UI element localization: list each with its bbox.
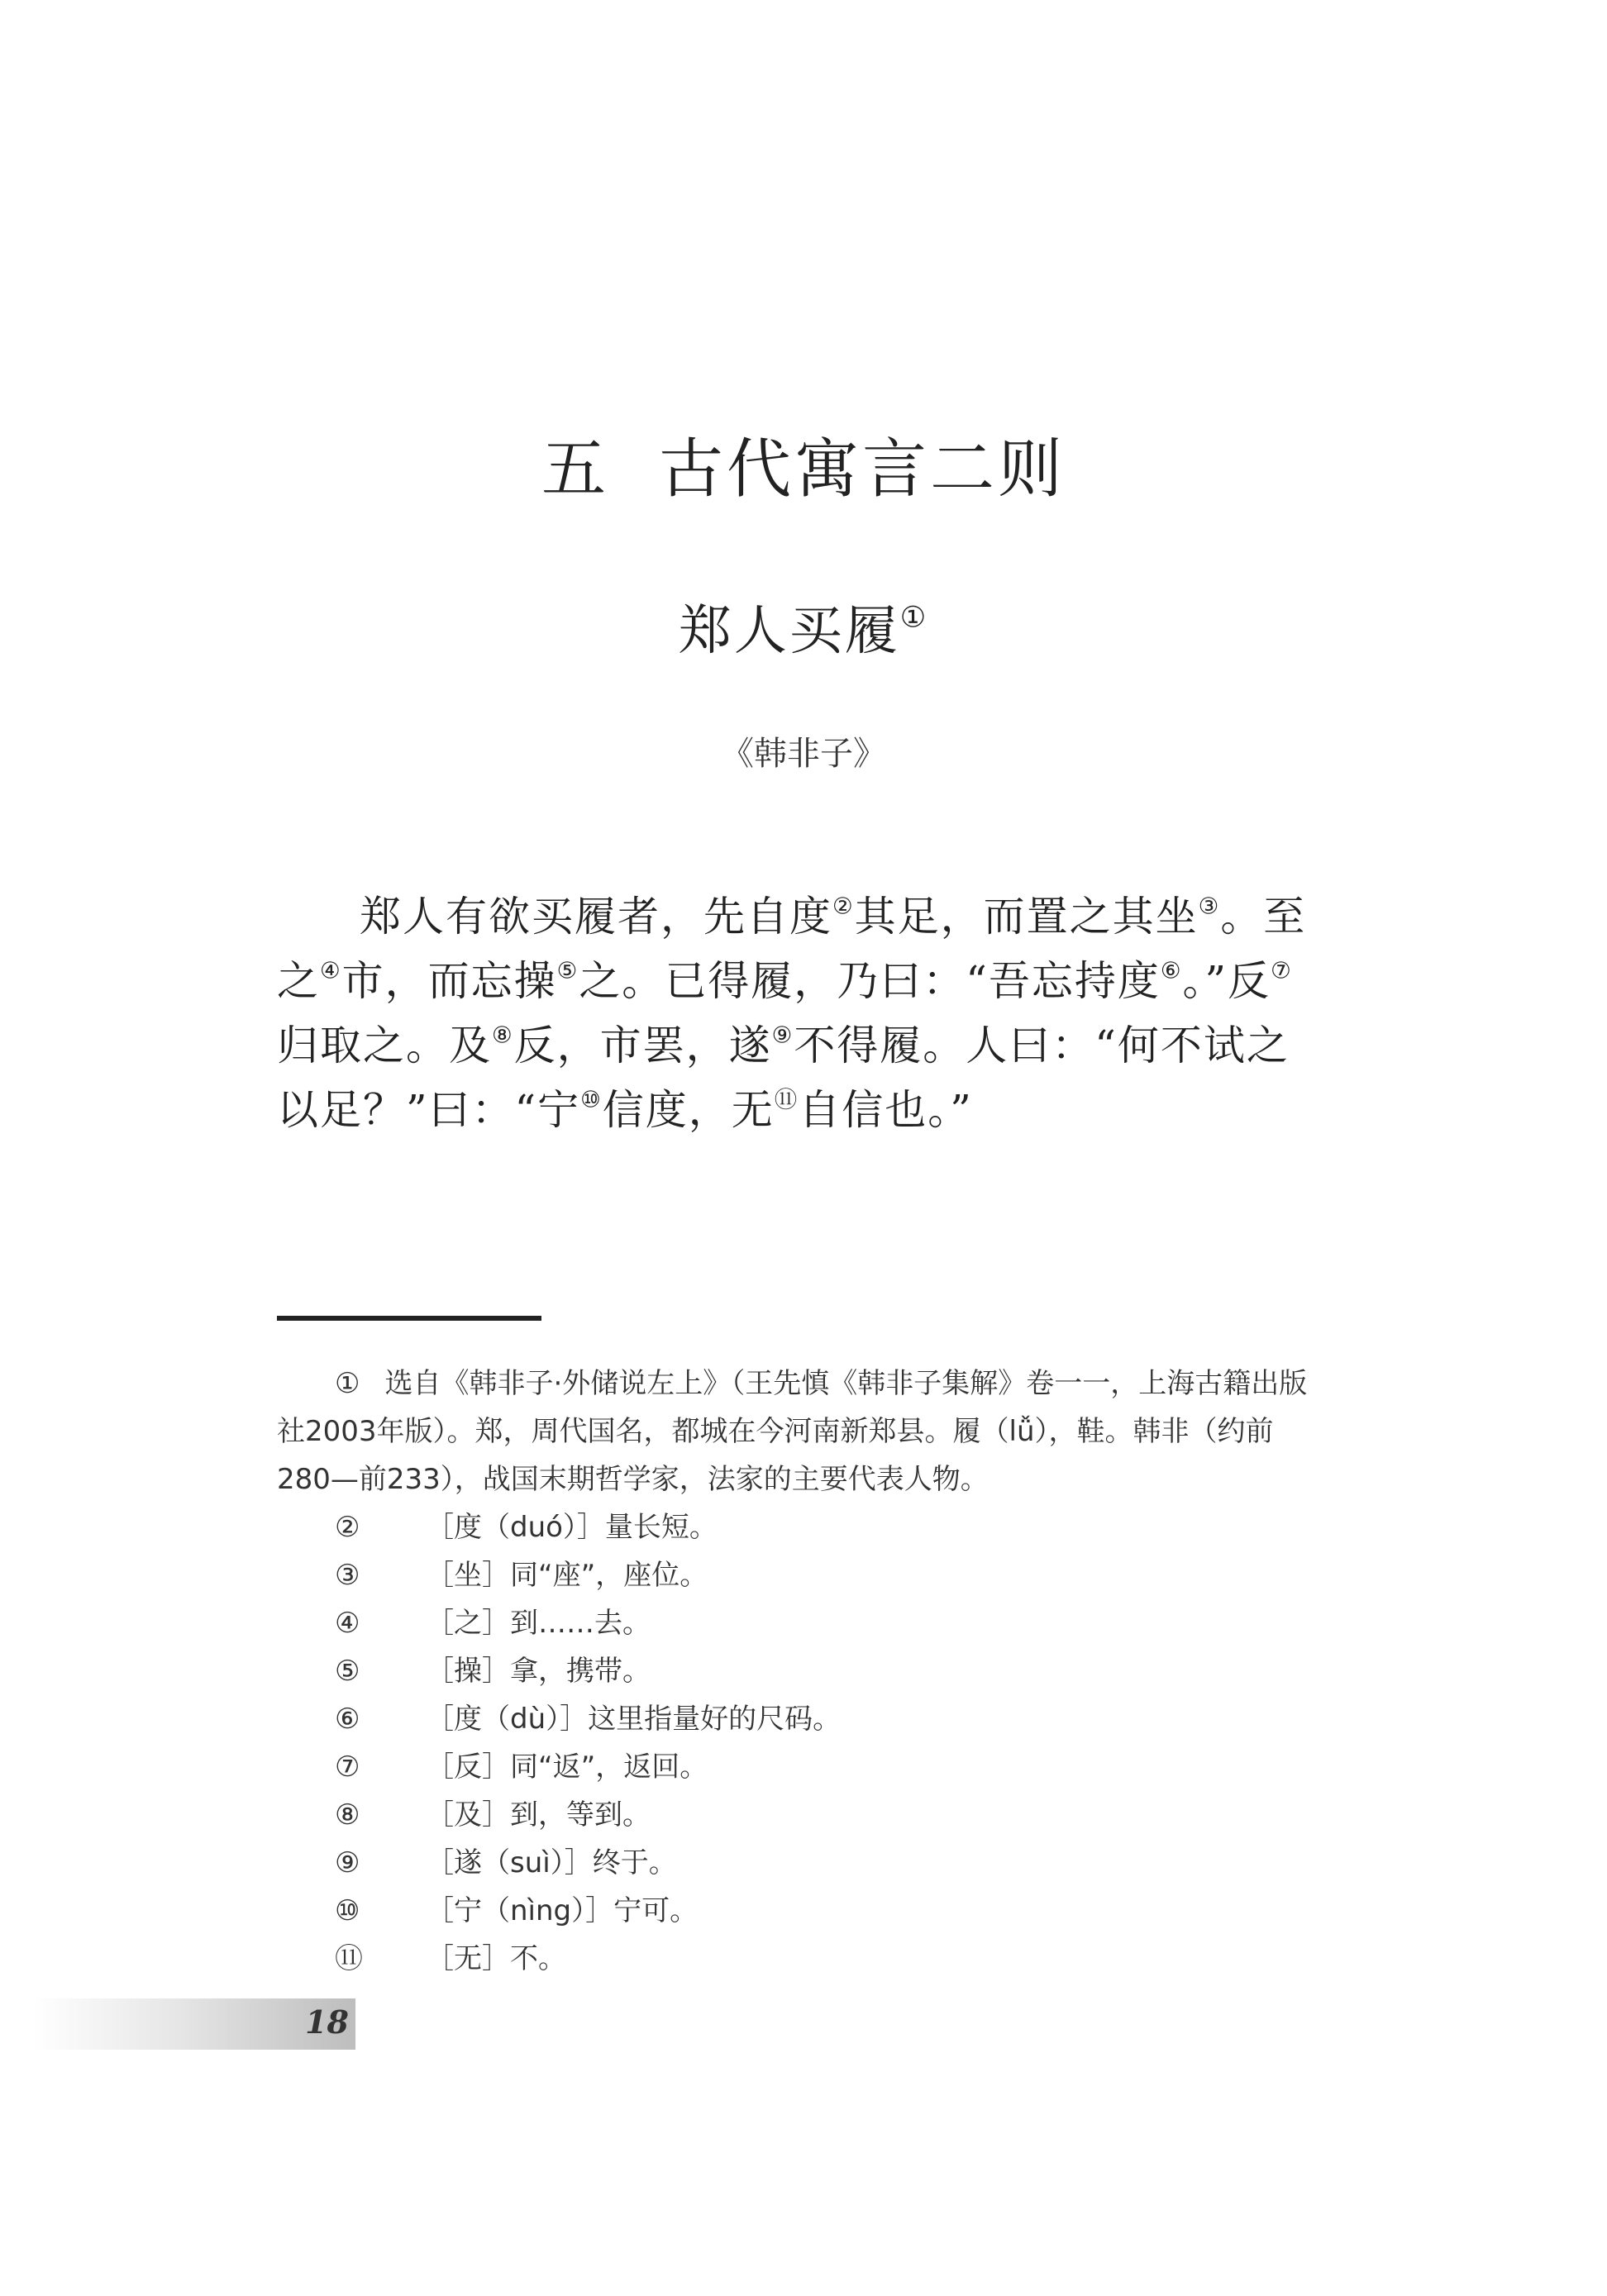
footnote-text: ［反］同“返”，返回。 bbox=[426, 1751, 708, 1784]
footnote-ref[interactable]: ⑨ bbox=[771, 1022, 794, 1049]
footnote-ref[interactable]: ③ bbox=[1198, 893, 1221, 920]
footnote-item bbox=[277, 1743, 1327, 1791]
body-text-segment: 自信也。” bbox=[799, 1086, 973, 1134]
footnote-item bbox=[277, 1791, 1327, 1839]
body-text-segment: 。至之 bbox=[277, 893, 1307, 1005]
footnote-number: ③ bbox=[335, 1559, 360, 1592]
footnote-ref[interactable]: ① bbox=[899, 600, 929, 635]
footnote-number: ⑨ bbox=[335, 1846, 360, 1879]
page-number: 18 bbox=[305, 2003, 349, 2041]
footnote-ref[interactable]: ⑦ bbox=[1271, 957, 1293, 984]
footnote-text: ［遂（suì）］终于。 bbox=[426, 1846, 677, 1879]
body-text-segment: 市，而忘操 bbox=[341, 957, 557, 1005]
footnotes bbox=[277, 1360, 1327, 1983]
chapter-title bbox=[0, 417, 1607, 510]
footnote-text: ［坐］同“座”，座位。 bbox=[426, 1559, 708, 1592]
footnote-number: ④ bbox=[335, 1607, 360, 1640]
footnote-ref[interactable]: ⑧ bbox=[492, 1022, 514, 1049]
footnote-number: ⑪ bbox=[335, 1942, 363, 1975]
footnote-text: ［度（dù）］这里指量好的尺码。 bbox=[426, 1703, 842, 1736]
footnote-number: ⑤ bbox=[335, 1655, 360, 1688]
footnote-text: ［无］不。 bbox=[426, 1942, 566, 1975]
footnote-number: ② bbox=[335, 1511, 360, 1544]
footnote-number: ⑩ bbox=[335, 1894, 360, 1927]
body-text-segment: 反，市罢，遂 bbox=[513, 1022, 772, 1069]
piece-title-text: 郑人买履 bbox=[678, 601, 900, 662]
chapter-name: 古代寓言二则 bbox=[659, 432, 1066, 507]
footnote-item bbox=[277, 1887, 1327, 1935]
piece-title bbox=[0, 588, 1607, 665]
chapter-number: 五 bbox=[541, 432, 609, 507]
footnote-number: ⑥ bbox=[335, 1703, 360, 1736]
footnote-item bbox=[277, 1839, 1327, 1887]
body-text-segment: 归取之。及 bbox=[277, 1022, 492, 1069]
footnote-ref[interactable]: ⑩ bbox=[580, 1086, 603, 1113]
footnote-ref[interactable]: ⑪ bbox=[774, 1086, 799, 1113]
body-text-segment: 之。已得履，乃曰：“吾忘持度 bbox=[579, 957, 1161, 1005]
footnote-number: ⑧ bbox=[335, 1798, 360, 1832]
body-text-segment: 信度，无 bbox=[602, 1086, 775, 1134]
footnote-ref[interactable]: ⑥ bbox=[1160, 957, 1183, 984]
footnote-text: ［宁（nìng）］宁可。 bbox=[426, 1894, 699, 1927]
source-attribution: 《韩非子》 bbox=[721, 735, 886, 773]
body-paragraph bbox=[277, 884, 1327, 1142]
body-text-segment: 不得履。人曰：“何不试之以足？”曰：“宁 bbox=[277, 1022, 1290, 1134]
footnote-separator bbox=[277, 1316, 541, 1321]
footnote-text: ［度（duó）］量长短。 bbox=[426, 1511, 718, 1544]
footnote-number: ① bbox=[335, 1367, 360, 1400]
footnote-ref[interactable]: ④ bbox=[320, 957, 342, 984]
footnote-item bbox=[277, 1599, 1327, 1647]
body-text-segment: 。”反 bbox=[1182, 957, 1271, 1005]
body-text-segment: 其足，而置之其坐 bbox=[854, 893, 1199, 941]
footnote-item bbox=[277, 1695, 1327, 1743]
footnote-item bbox=[277, 1503, 1327, 1551]
footnote-text: ［操］拿，携带。 bbox=[426, 1655, 651, 1688]
footnote-ref[interactable]: ⑤ bbox=[556, 957, 579, 984]
body-text-segment: 郑人有欲买履者，先自度 bbox=[360, 893, 832, 941]
footnote-text: ［之］到……去。 bbox=[426, 1607, 651, 1640]
footnote-ref[interactable]: ② bbox=[832, 893, 855, 920]
footnote-text: 选自《韩非子·外储说左上》（王先慎《韩非子集解》卷一一，上海古籍出版社2003年版）。郑，周代国名，都城在今河南新郑县。履（lǚ），鞋。韩非（约前280—前233），战国末期哲学家，法家的主要代表人物。 bbox=[277, 1367, 1308, 1496]
footnote-item bbox=[277, 1935, 1327, 1983]
footnote-text: ［及］到，等到。 bbox=[426, 1798, 651, 1832]
footnote-item bbox=[277, 1551, 1327, 1599]
footnote-item bbox=[277, 1360, 1327, 1503]
footnote-item bbox=[277, 1647, 1327, 1695]
footnote-number: ⑦ bbox=[335, 1751, 360, 1784]
